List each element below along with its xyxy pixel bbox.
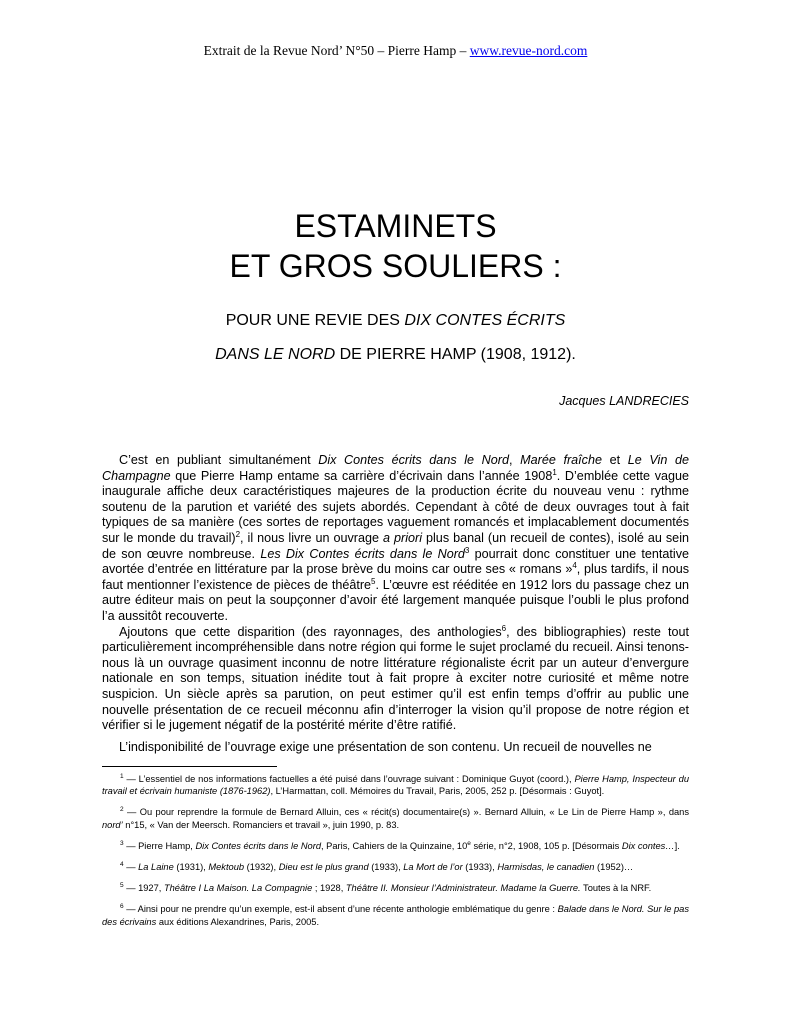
text: (1933), <box>368 862 404 873</box>
text: (1931), <box>173 862 209 873</box>
text: (1952)… <box>594 862 634 873</box>
text: — L’essentiel de nos informations factuelles a été puisé dans l’ouvrage suivant : Dominique Guyot (coord.), <box>123 774 575 784</box>
text: pourrait donc constituer une tentative avortée d’entrée en littérature par la prose brève du moins car outre ses « romans » <box>102 546 689 577</box>
text: Mektoub <box>208 862 245 873</box>
paragraph-3: L’indisponibilité de l’ouvrage exige une présentation de son contenu. Un recueil de nouvelles ne <box>119 739 652 754</box>
subtitle-italic: DIX CONTES ÉCRITS <box>404 312 566 329</box>
footnote-5 <box>102 882 689 894</box>
footnote-number: 5 <box>120 882 124 890</box>
title-line-1: ESTAMINETS <box>294 208 497 244</box>
text: — 1927, <box>123 883 164 894</box>
footnote-number: 4 <box>120 860 124 868</box>
footnote-6 <box>102 903 689 927</box>
text: C’est en publiant simultanément <box>119 453 319 467</box>
text: . D’emblée cette vague inaugurale affiche deux caractéristiques majeures de la production écrite du nouveau venu : rythme soutenu de la parution et variété des sujets abordés. Cependant à côté de deux ouvrages tout à fait typiques de sa manière (ces sortes de reportages vaguement romancés et implacablement documentés sur le monde du travail) <box>102 468 690 545</box>
footnote-3 <box>102 840 689 852</box>
text: et <box>601 453 628 467</box>
text: série, n°2, 1908, 105 p. [Désormais <box>470 840 622 851</box>
subtitle-text: DE PIERRE HAMP (1908, 1912). <box>335 346 576 363</box>
text: , Paris, Cahiers de la Quinzaine, 10 <box>321 840 468 851</box>
footnote-number: 6 <box>120 903 124 911</box>
text: Toutes à la NRF. <box>580 883 652 894</box>
revue-nord-link[interactable]: www.revue-nord.com <box>469 43 588 58</box>
text: Les Dix Contes écrits dans le Nord <box>260 546 465 561</box>
footnote-1 <box>102 773 689 797</box>
text: Dix Contes écrits dans le Nord <box>195 840 321 851</box>
text: , des bibliographies) reste tout particulièrement incompréhensible dans notre région qui forme le sujet proclamé du recueil. Ainsi tenons-nous là un ouvrage quasiment inconnu de notre littérature régionaliste écrit par un auteur d’envergure nationale en son temps, situation inédite tout à fait propre à exciter notre curiosité et même notre suspicion. Un siècle après sa parution, on peut estimer qu’il est enfin temps d’offrir au public une nouvelle présentation de ce recueil méconnu afin d’interroger la vision qu’il propose de notre région et vérifier si le jugement négatif de la postérité mérite d’être ratifié. <box>102 624 689 733</box>
text: ; 1928, <box>312 883 346 894</box>
text: , L’Harmattan, coll. Mémoires du Travail, Paris, 2005, 252 p. [Désormais : Guyot]. <box>270 786 605 797</box>
subtitle-italic: DANS LE NORD <box>215 346 336 363</box>
text: — <box>123 862 139 873</box>
header-text: Extrait de la Revue Nord’ N°50 – Pierre Hamp – <box>203 43 470 58</box>
text: ]. <box>674 840 680 851</box>
footnote-ref-2[interactable]: 2 <box>235 529 241 539</box>
paragraph-2 <box>102 625 689 734</box>
text: La Laine <box>138 862 174 873</box>
subtitle-text: POUR UNE REVIE DES <box>225 312 405 329</box>
text: Le Vin de Champagne <box>102 453 689 483</box>
article-body <box>102 453 689 755</box>
footnote-ref-3[interactable]: 3 <box>464 545 470 555</box>
text: aux éditions Alexandrines, Paris, 2005. <box>156 916 320 927</box>
paragraph-1 <box>102 453 689 625</box>
article-subtitle <box>0 304 791 372</box>
text: , plus tardifs, il nous faut mentionner l’existence de pièces de théâtre <box>102 562 690 592</box>
text: — Ainsi pour ne prendre qu’un exemple, est-il absent d’une récente anthologie emblématique du genre : <box>123 904 558 915</box>
text: . L’œuvre est rééditée en 1912 lors du passage chez un autre éditeur mais on peut la soupçonner d’avoir été largement manquée puisque l’oubli le plus profond l’a aussitôt recouverte. <box>102 577 690 623</box>
footnote-ref-4[interactable]: 4 <box>572 560 577 570</box>
text: e <box>467 839 471 847</box>
text: — Pierre Hamp, <box>123 840 196 851</box>
text: Pierre Hamp, Inspecteur du travail et écrivain humaniste (1876-1962) <box>102 774 689 797</box>
subtitle-line-1 <box>0 304 791 338</box>
footnote-number: 1 <box>120 772 124 780</box>
footnote-ref-1[interactable]: 1 <box>552 467 557 477</box>
text: La Mort de l’or <box>403 862 463 873</box>
text: Dieu est le plus grand <box>278 862 369 873</box>
text: Théâtre II. Monsieur l’Administrateur. Madame la Guerre. <box>345 883 581 894</box>
subtitle-line-2 <box>0 338 791 372</box>
author-name: Jacques LANDRECIES <box>559 394 689 408</box>
article-title <box>0 206 791 286</box>
text: plus banal (un recueil de contes), isolé au sein de son œuvre nombreuse. <box>102 530 689 561</box>
text: (1932), <box>244 862 279 873</box>
text: (1933), <box>462 862 498 873</box>
text: Dix Contes écrits dans le Nord <box>318 453 509 467</box>
text: Ajoutons que cette disparition (des rayonnages, des anthologies <box>119 624 502 639</box>
footnote-number: 3 <box>120 839 124 847</box>
footnote-4 <box>102 861 689 873</box>
text: — Ou pour reprendre la formule de Bernard Alluin, ces « récit(s) documentaire(s) ». Bernard Alluin, « Le Lin de Pierre Hamp », dans <box>123 807 689 818</box>
text: n°15, « Van der Meersch. Romanciers et travail », juin 1990, p. 83. <box>122 819 400 830</box>
footnote-number: 2 <box>120 806 124 814</box>
running-header <box>0 42 791 60</box>
footnote-2 <box>102 806 689 830</box>
text: Théâtre I La Maison. La Compagnie <box>163 883 313 894</box>
text: nord’ <box>102 819 123 830</box>
text: , <box>508 453 521 467</box>
footnote-divider <box>102 766 277 767</box>
text: Dix contes… <box>621 840 675 851</box>
text: a priori <box>383 530 423 545</box>
footnote-ref-5[interactable]: 5 <box>371 576 376 586</box>
text: que Pierre Hamp entame sa carrière d’écrivain dans l’année 1908 <box>170 468 553 483</box>
footnotes <box>102 773 689 937</box>
text: , il nous livre un ouvrage <box>240 530 384 545</box>
text: Balade dans le Nord. Sur le pas des écrivains <box>102 904 689 927</box>
footnote-ref-6[interactable]: 6 <box>501 623 507 633</box>
text: Marée fraîche <box>520 453 602 467</box>
title-line-2: ET GROS SOULIERS : <box>229 248 562 284</box>
text: Harmisdas, le canadien <box>497 862 595 873</box>
